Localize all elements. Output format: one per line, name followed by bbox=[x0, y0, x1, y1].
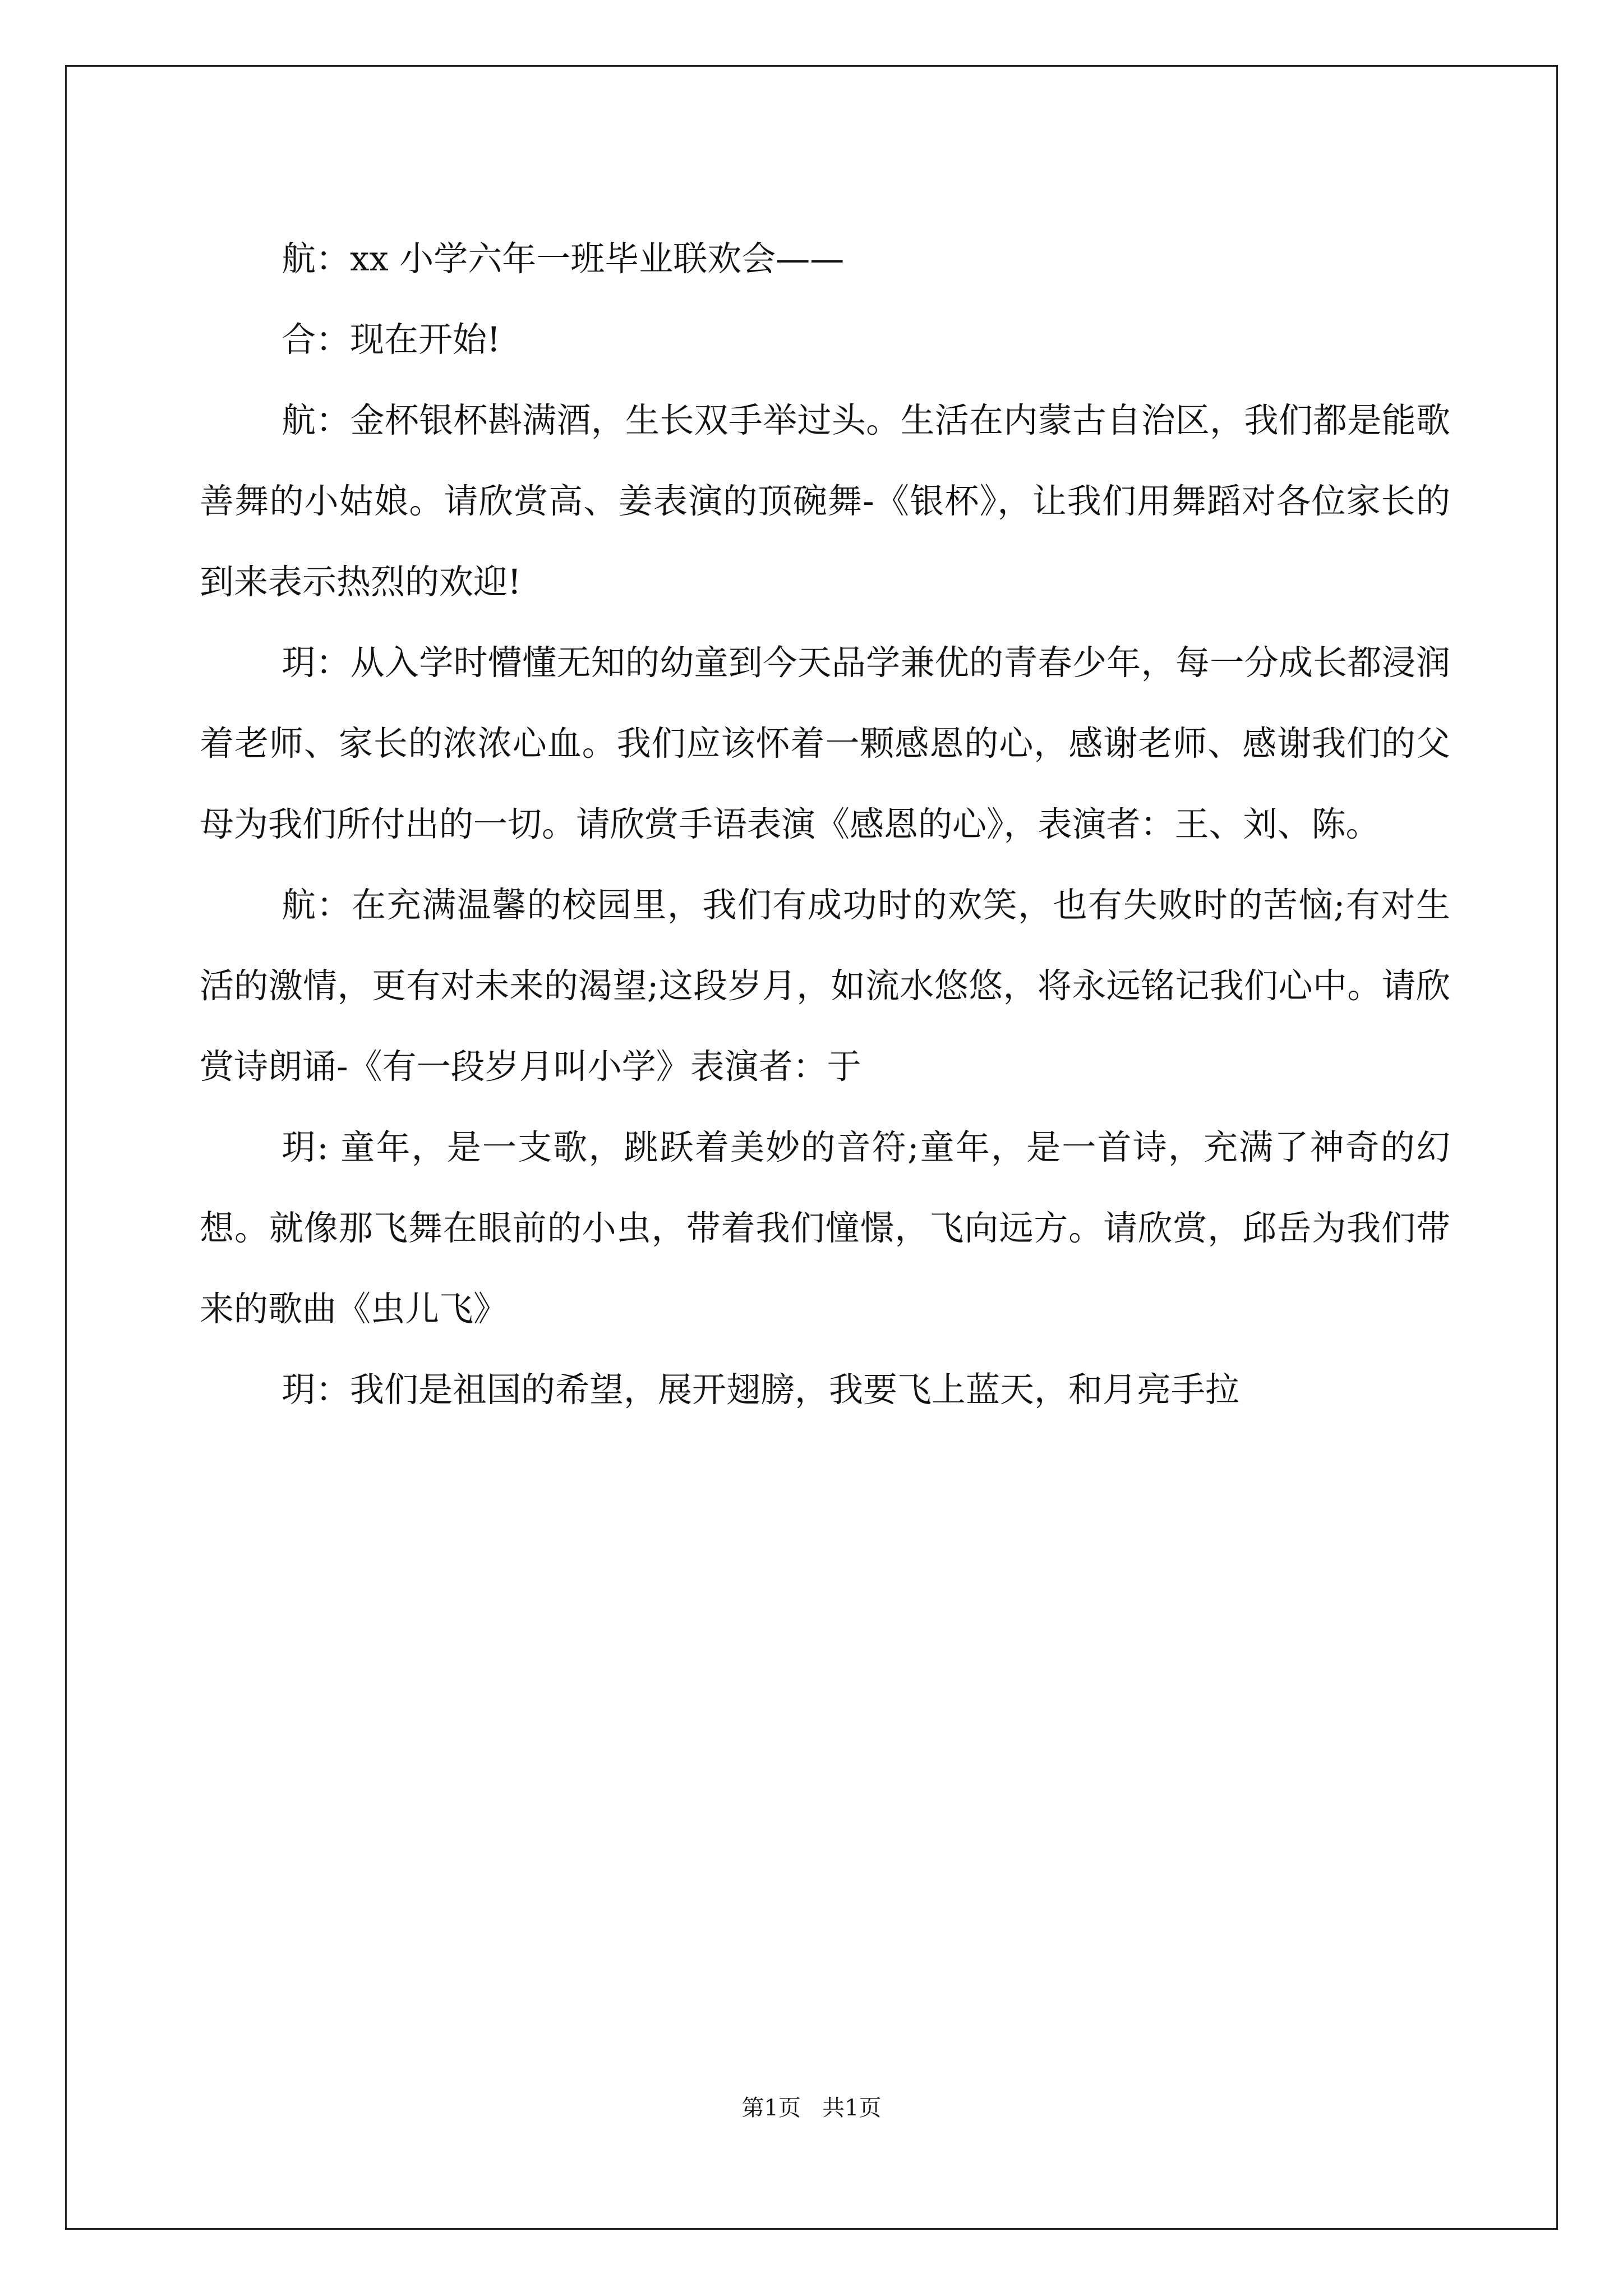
page-footer: 第1页 共1页 bbox=[741, 2095, 882, 2121]
paragraph: 航：在充满温馨的校园里，我们有成功时的欢笑，也有失败时的苦恼;有对生活的激情，更有对未来的渴望;这段岁月，如流水悠悠，将永远铭记我们心中。请欣赏诗朗诵-《有一段岁月叫小学》表演者：于 bbox=[200, 885, 1450, 1087]
document-body bbox=[200, 219, 1450, 1430]
paragraph: 航：金杯银杯斟满酒，生长双手举过头。生活在内蒙古自治区，我们都是能歌善舞的小姑娘。请欣赏高、姜表演的顶碗舞-《银杯》，让我们用舞蹈对各位家长的到来表示热烈的欢迎! bbox=[200, 401, 1450, 602]
paragraph: 玥：我们是祖国的希望，展开翅膀，我要飞上蓝天，和月亮手拉 bbox=[282, 1370, 1240, 1410]
paragraph: 玥: 童年，是一支歌，跳跃着美妙的音符;童年，是一首诗，充满了神奇的幻想。就像那飞舞在眼前的小虫，带着我们憧憬，飞向远方。请欣赏，邱岳为我们带来的歌曲《虫儿飞》 bbox=[200, 1128, 1450, 1329]
paragraph: 航：xx 小学六年一班毕业联欢会—— bbox=[282, 239, 845, 279]
paragraph: 合：现在开始! bbox=[282, 320, 501, 360]
paragraph: 玥：从入学时懵懂无知的幼童到今天品学兼优的青春少年，每一分成长都浸润着老师、家长的浓浓心血。我们应该怀着一颗感恩的心，感谢老师、感谢我们的父母为我们所付出的一切。请欣赏手语表演《感恩的心》，表演者：王、刘、陈。 bbox=[200, 643, 1450, 844]
